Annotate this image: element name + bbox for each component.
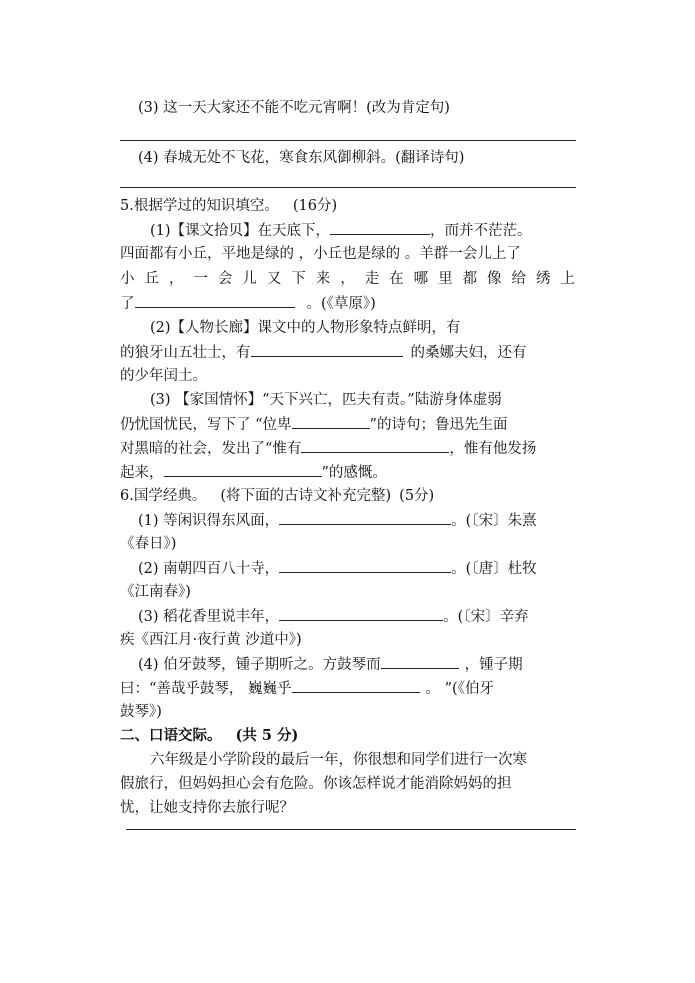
justified-char: ， [340,271,355,287]
s5-p1-line2: 四面都有小丘，平地是绿的 ，小丘也是绿的 。羊群一会儿上了 [120,246,521,262]
justified-char: 又 [266,271,282,287]
q4-text: (4) 春城无处不飞花，寒食东风御柳斜。(翻译诗句) [138,150,465,166]
s5-p2-blank1[interactable] [251,342,403,357]
justified-char: 小 [120,271,135,287]
section6-title: 6.国学经典。 (将下面的古诗文补充完整) (5分) [120,488,435,504]
s5-p2-line2: 的狼牙山五壮士，有 的桑娜夫妇，还有 [120,342,527,363]
oral-prompt-line2: 假旅行，但妈妈担心会有危险。你该怎样说才能消除妈妈的担 [120,776,512,792]
s6-item1-blank[interactable] [279,510,451,525]
justified-char: 下 [291,271,306,287]
justified-char: 会 [217,271,233,287]
s5-p1-line4: 了 。(《草原》) [120,293,376,314]
s6-item3-line1: (3) 稻花香里说丰年， 。(〔宋〕辛弃 [138,606,529,627]
s5-p1-blank1[interactable] [330,220,430,235]
s6-item1-line1: (1) 等闲识得东风面， 。(〔宋〕朱熹 [138,510,537,531]
s6-item2-line2: 《江南春》) [120,584,191,600]
s5-p3-line2: 仍忧国忧民，写下了 “位卑 ”的诗句；鲁迅先生面 [120,414,507,435]
justified-char: 都 [462,271,478,287]
s6-item4-line2: 曰：“善哉乎鼓琴， 巍巍乎 。 ”(《伯牙 [120,678,494,699]
s6-item3-line2: 疾《西江月·夜行黄 沙道中》) [120,632,302,648]
s5-p1-line1: (1)【课文拾贝】在天底下， ，而并不茫茫。 [150,220,532,241]
s5-p2-line3: 的少年闰土。 [120,368,207,384]
s6-item3-blank[interactable] [279,606,443,621]
q3-text: (3) 这一天大家还不能不吃元宵啊！(改为肯定句) [138,100,450,116]
q4-answer-line[interactable] [120,187,576,188]
s5-p3-blank1[interactable] [292,414,370,429]
justified-char: 儿 [242,271,257,287]
s5-p1-line3 [120,269,575,289]
justified-char: 丘 [144,271,159,287]
s6-item4-line1: (4) 伯牙鼓琴，锺子期听之。方鼓琴而 ，锺子期 [138,654,523,675]
justified-char: 走 [364,271,380,287]
oral-prompt-line3: 忧，让她支持你去旅行呢？ [120,800,294,816]
s5-p3-line3: 对黑暗的社会，发出了“惟有 ，惟有他发扬 [120,438,536,459]
justified-char: 给 [511,271,526,287]
oral-prompt-line1: 六年级是小学阶段的最后一年，你很想和同学们进行一次寒 [150,752,527,768]
justified-char: 在 [389,271,404,287]
justified-char: ， [168,271,184,287]
q3-answer-line[interactable] [120,140,576,141]
justified-char: 像 [487,271,502,287]
s6-item4-blank1[interactable] [381,654,459,669]
s6-item2-blank[interactable] [279,558,451,573]
justified-char: 来 [315,271,331,287]
justified-char: 哪 [413,271,429,287]
s5-p3-line1: (3) 【家国情怀】“天下兴亡，匹夫有责。”陆游身体虚弱 [150,392,502,408]
section5-title: 5.根据学过的知识填空。 (16分) [120,198,338,214]
s5-p3-blank3[interactable] [164,462,322,477]
justified-char: 一 [193,271,208,287]
justified-char: 上 [560,271,575,287]
s6-item4-blank2[interactable] [292,678,420,693]
s6-item1-line2: 《春日》) [120,536,177,552]
s5-p2-line1: (2)【人物长廊】课文中的人物形象特点鲜明，有 [150,320,461,336]
oral-answer-line[interactable] [126,829,576,830]
s5-p3-blank2[interactable] [301,438,449,453]
s5-p1-blank2[interactable] [135,293,295,308]
section-oral-title: 二、口语交际。 (共 5 分) [120,727,299,744]
justified-char: 绣 [535,271,551,287]
s6-item2-line1: (2) 南朝四百八十寺， 。(〔唐〕杜牧 [138,558,537,579]
s5-p3-line4: 起来， ”的感慨。 [120,462,387,483]
justified-char: 里 [438,271,453,287]
s6-item4-line3: 鼓琴》) [120,704,162,720]
